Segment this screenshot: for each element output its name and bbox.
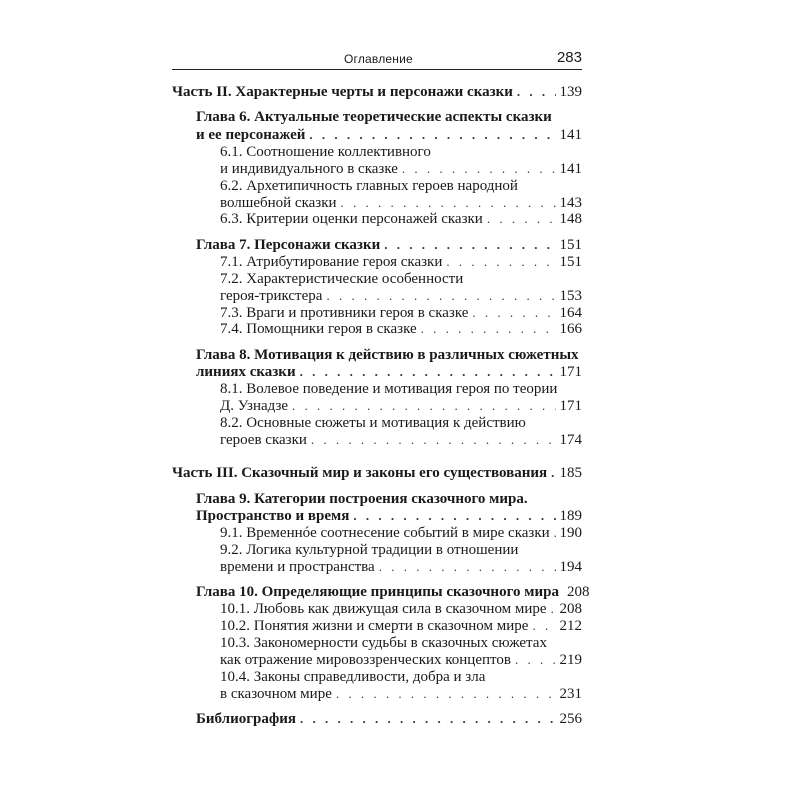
toc-section-10-1 [220, 601, 582, 618]
toc-section-7-2-line1: 7.2. Характеристические особенности [220, 271, 464, 287]
toc-part-2 [172, 84, 582, 101]
toc-entry-title: 7.4. Помощники героя в сказке [220, 321, 417, 337]
toc-entry-title: в сказочном мире [220, 686, 332, 702]
toc-chapter-10 [196, 584, 590, 601]
toc-page-number: 212 [559, 618, 582, 634]
toc-leader-dots [402, 161, 556, 177]
toc-leader-dots [421, 321, 556, 337]
toc-entry-title: Часть II. Характерные черты и персонажи сказки [172, 84, 513, 100]
toc-section-9-2-line1: 9.2. Логика культурной традиции в отношении [220, 542, 519, 558]
toc-entry-title: волшебной сказки [220, 195, 337, 211]
toc-section-6-2-line1: 6.2. Архетипичность главных героев народной [220, 178, 518, 194]
toc-section-7-3 [220, 305, 582, 322]
toc-entry-title: и индивидуального в сказке [220, 161, 398, 177]
toc-section-6-1-line1: 6.1. Соотношение коллективного [220, 144, 431, 160]
toc-chapter-9-line1: Глава 9. Категории построения сказочного мира. [196, 491, 528, 507]
toc-page-number: 219 [559, 652, 582, 668]
toc-entry-title: Библиография [196, 711, 297, 727]
toc-bibliography [196, 711, 582, 728]
toc-entry-title: 6.3. Критерии оценки персонажей сказки [220, 211, 483, 227]
toc-leader-dots [353, 508, 555, 524]
toc-page-number: 164 [559, 305, 582, 321]
toc-section-8-1 [220, 398, 582, 415]
toc-page-number: 189 [559, 508, 582, 524]
toc-section-10-3 [220, 652, 582, 669]
toc-entry-title: 10.2. Понятия жизни и смерти в сказочном мире [220, 618, 529, 634]
toc-section-10-4 [220, 686, 582, 703]
toc-section-6-3 [220, 211, 582, 228]
toc-section-10-3-line1: 10.3. Закономерности судьбы в сказочных сюжетах [220, 635, 547, 651]
toc-section-8-2-line1: 8.2. Основные сюжеты и мотивация к действию [220, 415, 526, 431]
toc-page-number: 141 [559, 127, 582, 143]
toc-section-6-1 [220, 161, 582, 178]
toc-entry-title: Часть III. Сказочный мир и законы его существования [172, 465, 548, 481]
toc-page-number: 141 [559, 161, 582, 177]
toc-chapter-6-line1: Глава 6. Актуальные теоретические аспекты сказки [196, 109, 552, 125]
toc-leader-dots [515, 652, 556, 668]
toc-leader-dots [336, 686, 556, 702]
header-page-number: 283 [556, 49, 582, 66]
toc-entry-title: как отражение мировоззренческих концептов [220, 652, 511, 668]
toc-chapter-8 [196, 364, 582, 381]
toc-leader-dots [517, 84, 556, 100]
toc-entry-title: Пространство и время [196, 508, 350, 524]
toc-leader-dots [311, 432, 556, 448]
toc-part-3 [172, 465, 582, 482]
toc-entry-title: Глава 10. Определяющие принципы сказочного мира [196, 584, 559, 600]
toc-entry-title: 10.1. Любовь как движущая сила в сказочном мире [220, 601, 547, 617]
toc-leader-dots [326, 288, 555, 304]
toc-section-8-2 [220, 432, 582, 449]
toc-leader-dots [309, 127, 555, 143]
toc-section-9-1 [220, 525, 582, 542]
toc-section-7-2 [220, 288, 582, 305]
toc-page-number: 153 [559, 288, 582, 304]
toc-leader-dots [551, 465, 555, 481]
toc-entry-title: героя-трикстера [220, 288, 323, 304]
toc-entry-title: Д. Узнадзе [220, 398, 289, 414]
toc-leader-dots [487, 211, 556, 227]
toc-page-number: 139 [559, 84, 582, 100]
header-rule [172, 69, 582, 70]
toc-entry-title: линиях сказки [196, 364, 296, 380]
toc-chapter-6 [196, 127, 582, 144]
toc-page-number: 256 [559, 711, 582, 727]
toc-entry-title: 7.3. Враги и противники героя в сказке [220, 305, 469, 321]
toc-section-10-2 [220, 618, 582, 635]
toc-chapter-9 [196, 508, 582, 525]
toc-section-6-2 [220, 195, 582, 212]
toc-leader-dots [341, 195, 556, 211]
toc-entry-title: времени и пространства [220, 559, 375, 575]
toc-leader-dots [379, 559, 556, 575]
toc-leader-dots [532, 618, 555, 634]
toc-section-8-1-line1: 8.1. Волевое поведение и мотивация героя по теории [220, 381, 558, 397]
toc-leader-dots [551, 601, 556, 617]
toc-leader-dots [472, 305, 555, 321]
toc-entry-title: Глава 7. Персонажи сказки [196, 237, 381, 253]
toc-page-number: 171 [559, 398, 582, 414]
toc-leader-dots [554, 525, 556, 541]
toc-page-number: 143 [559, 195, 582, 211]
running-header [0, 46, 582, 68]
toc-entry-title: героев сказки [220, 432, 307, 448]
toc-page-number: 190 [559, 525, 582, 541]
toc-page-number: 185 [559, 465, 582, 481]
toc-page-number: 171 [559, 364, 582, 380]
toc-chapter-8-line1: Глава 8. Мотивация к действию в различных сюжетных [196, 347, 579, 363]
toc-leader-dots [384, 237, 555, 253]
toc-leader-dots [300, 711, 555, 727]
toc-section-7-1 [220, 254, 582, 271]
toc-page-number: 148 [559, 211, 582, 227]
toc-entry-title: и ее персонажей [196, 127, 306, 143]
toc-chapter-7 [196, 237, 582, 254]
toc-page-number: 151 [559, 237, 582, 253]
toc-leader-dots [446, 254, 555, 270]
toc-entry-title: 7.1. Атрибутирование героя сказки [220, 254, 443, 270]
toc-entry-title: 9.1. Временнóе соотнесение событий в мире сказки [220, 525, 550, 541]
toc-section-10-4-line1: 10.4. Законы справедливости, добра и зла [220, 669, 486, 685]
toc-page-number: 208 [559, 601, 582, 617]
toc-page-number: 166 [559, 321, 582, 337]
toc-section-9-2 [220, 559, 582, 576]
toc-page-number: 208 [566, 584, 590, 600]
toc-page-number: 194 [559, 559, 582, 575]
header-title: Оглавление [344, 52, 413, 66]
toc-page-number: 231 [559, 686, 582, 702]
toc-section-7-4 [220, 321, 582, 338]
toc-leader-dots [300, 364, 556, 380]
toc-page-number: 174 [559, 432, 582, 448]
toc-page-number: 151 [559, 254, 582, 270]
toc-leader-dots [292, 398, 555, 414]
